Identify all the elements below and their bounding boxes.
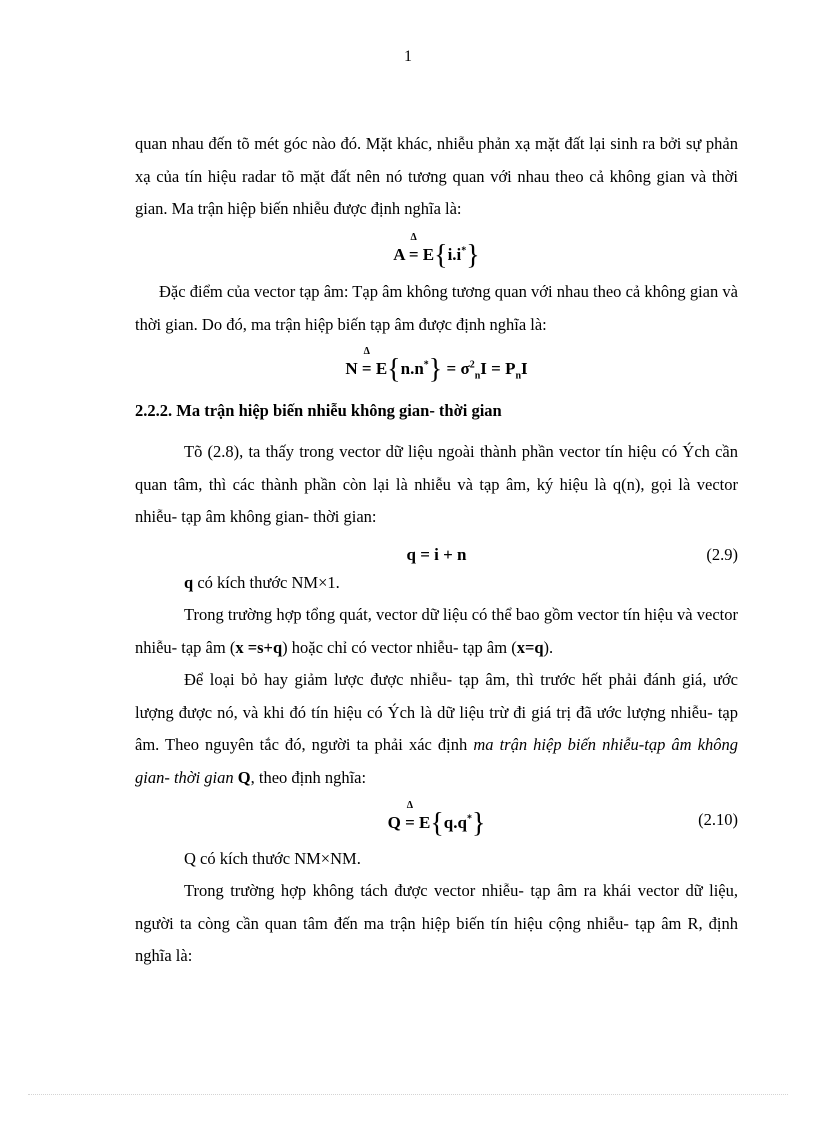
equation-clutter-covariance: A Δ = E{i.i*}: [393, 232, 480, 271]
def-equals: Δ =: [408, 232, 419, 264]
paragraph-general-case: Trong trường hợp tổng quát, vector dữ liệu có thể bao gồm vector tín hiệu và vector nhiễu- tạp âm (x =s+q) hoặc chỉ có vector nhiễu- tạp âm (x=q).: [135, 605, 738, 657]
equation-number: (2.10): [698, 810, 738, 829]
equation-noise-covariance: N Δ = $E\{n.n^*\} = \sigma^2_nI = P_nI$: [345, 346, 528, 385]
eq-inner: i.i: [447, 245, 462, 264]
eq-lhs: A: [393, 245, 405, 264]
paragraph-noise-vector: Đặc điểm của vector tạp âm: Tạp âm không tương quan với nhau theo cả không gian và thời gian. Do đó, ma trận hiệp biến tạp âm được định nghĩa là:: [135, 282, 738, 334]
eq-expectation: E: [422, 245, 435, 264]
page-number: 1: [404, 48, 412, 65]
paragraph-signal-noise: Trong trường hợp không tách được vector nhiễu- tạp âm ra khái vector dữ liệu, người ta còng cần quan tâm đến ma trận hiệp biến tín hiệu cộng nhiễu- tạp âm R, định nghĩa là:: [135, 881, 738, 965]
paragraph-clutter-intro: quan nhau đến tõ mét góc nào đó. Mặt khác, nhiễu phản xạ mặt đất lại sinh ra bởi sự phản xạ của tín hiệu radar tõ mặt đất nên nó tương quan với nhau theo cả không gian và thời gian. Ma trận hiệp biến nhiễu được định nghĩa là:: [135, 134, 738, 218]
paragraph-q-size: q có kích thước NM×1.: [184, 573, 340, 592]
equation-2-9: q = i + n (2.9): [406, 545, 738, 564]
paragraph-elimination: Để loại bỏ hay giảm lược được nhiễu- tạp âm, thì trước hết phải đánh giá, ước lượng được nó, và khi đó tín hiệu có Ých là dữ liệu trừ đi giá trị đã ước lượng nhiễu- tạp âm. Theo nguyên tắc đó, người ta phải xác định ma trận hiệp biến nhiễu-tạp âm không gian- thời gian Q, theo định nghĩa:: [135, 670, 738, 787]
page-bottom-rule: [28, 1094, 788, 1095]
paragraph-noise-definition: Tõ (2.8), ta thấy trong vector dữ liệu ngoài thành phần vector tín hiệu có Ých cần quan tâm, thì các thành phần còn lại là nhiễu và tạp âm, ký hiệu là q(n), gọi là vector nhiễu- tạp âm không gian- thời gian:: [135, 442, 738, 526]
equation-number: (2.9): [706, 545, 738, 564]
equation-2-10: Q Δ = E{q.q*} (2.10): [387, 800, 738, 839]
def-equals: Δ =: [361, 346, 372, 378]
paragraph-Q-size: Q có kích thước NM×NM.: [184, 849, 361, 868]
def-equals: Δ =: [405, 800, 415, 832]
section-heading: 2.2.2. Ma trận hiệp biến nhiễu không gian- thời gian: [135, 401, 502, 420]
